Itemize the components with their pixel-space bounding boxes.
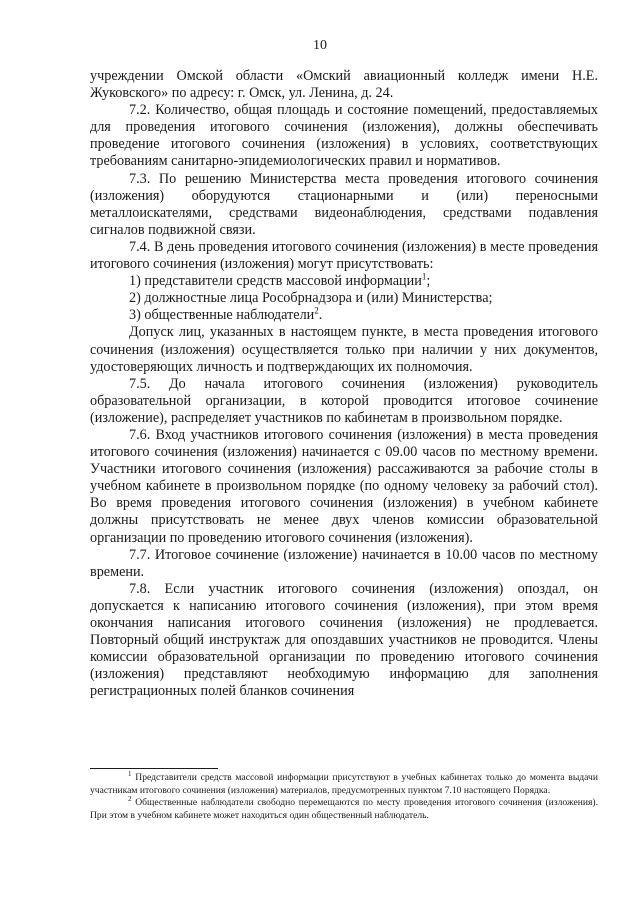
page-number: 10: [313, 38, 327, 53]
body-text: [90, 68, 598, 700]
footnotes: [90, 769, 598, 822]
list-item-media: [90, 273, 598, 290]
paragraph-7-8: 7.8. Если участник итогового сочинения (изложения) опоздал, он допускается к написанию итогового сочинения (изложения), при этом время окончания написания итогового сочинения (изложения) не продлевается. Повторный общий инструктаж для опоздавших участников не проводится. Члены комиссии образовательной организации по проведению итогового сочинения (изложения) представляют необходимую информацию для заполнения регистрационных полей бланков сочинения: [90, 580, 598, 700]
list-item-punct: .: [318, 307, 323, 324]
footnote-mark: 1: [128, 769, 132, 778]
footnote-1: [90, 769, 598, 797]
paragraph-7-1-continuation: учреждении Омской области «Омский авиационный колледж имени Н.Е. Жуковского» по адресу: г. Омск, ул. Ленина, д. 24.: [90, 68, 598, 102]
paragraph-7-5: 7.5. До начала итогового сочинения (изложения) руководитель образовательной организации, в которой проводится итоговое сочинение (изложение), распределяет участников по кабинетам в произвольном порядке.: [90, 375, 598, 426]
list-item-text: 3) общественные наблюдатели: [129, 307, 315, 324]
footnote-text: Общественные наблюдатели свободно перемещаются по месту проведения итогового сочинения (изложения). При этом в учебном кабинете может находиться один общественный наблюдатель.: [90, 797, 598, 821]
footnote-2: [90, 797, 598, 822]
paragraph-7-7: 7.7. Итоговое сочинение (изложение) начинается в 10.00 часов по местному времени.: [90, 546, 598, 580]
paragraph-admission: Допуск лиц, указанных в настоящем пункте, в места проведения итогового сочинения (изложения) осуществляется только при наличии у них документов, удостоверяющих личность и подтверждающих их полномочия.: [90, 324, 598, 375]
paragraph-7-2: 7.2. Количество, общая площадь и состояние помещений, предоставляемых для проведения итогового сочинения (изложения), должны обеспечивать проведение итогового сочинения (изложения) в условиях, соответствующих требованиям санитарно-эпидемиологических правил и нормативов.: [90, 102, 598, 170]
footnote-text: Представители средств массовой информации присутствуют в учебных кабинетах только до момента выдачи участникам итогового сочинения (изложения) материалов, предусмотренных пунктом 7.10 настоящего Порядка.: [90, 772, 598, 796]
footnote-divider: [90, 768, 218, 769]
footnote-ref-1[interactable]: 1: [421, 271, 427, 282]
list-item-observers: [90, 307, 598, 324]
footnote-ref-2[interactable]: 2: [314, 305, 319, 316]
list-item-officials: 2) должностные лица Рособрнадзора и (или) Министерства;: [129, 290, 493, 307]
list-item-text: 1) представители средств массовой информации: [129, 273, 422, 290]
list-item-punct: ;: [426, 273, 431, 290]
paragraph-7-3: 7.3. По решению Министерства места проведения итогового сочинения (изложения) оборудуются стационарными и (или) переносными металлоискателями, средствами видеонаблюдения, средствами подавления сигналов подвижной связи.: [90, 170, 598, 238]
paragraph-7-4: 7.4. В день проведения итогового сочинения (изложения) в месте проведения итогового сочинения (изложения) могут присутствовать:: [90, 238, 598, 273]
footnote-mark: 2: [128, 795, 132, 803]
paragraph-7-6: 7.6. Вход участников итогового сочинения (изложения) в места проведения итогового сочинения (изложения) начинается с 09.00 часов по местному времени. Участники итогового сочинения (изложения) рассаживаются за рабочие столы в учебном кабинете в произвольном порядке (по одному человеку за рабочий стол). Во время проведения итогового сочинения (изложения) в учебном кабинете должны присутствовать не менее двух членов комиссии образовательной организации по проведению итогового сочинения (изложения).: [90, 426, 598, 546]
